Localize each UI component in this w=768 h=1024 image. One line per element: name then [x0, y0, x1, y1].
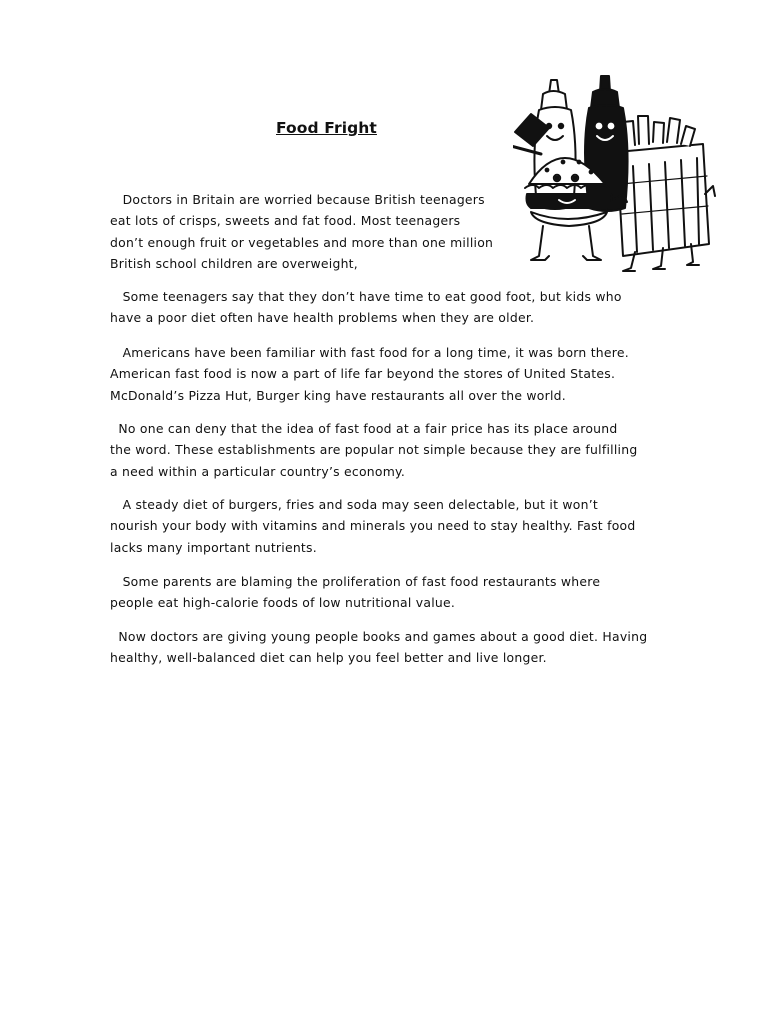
document-title: Food Fright: [276, 119, 377, 137]
text-line: Now doctors are giving young people books and games about a good diet. Having: [110, 629, 648, 644]
text-line: nourish your body with vitamins and minerals you need to stay healthy. Fast food: [110, 518, 636, 534]
text-line: don’t enough fruit or vegetables and more than one million: [110, 234, 494, 250]
paragraph-3: [110, 342, 629, 406]
text-line: the word. These establishments are popular not simple because they are fulfilling: [110, 442, 638, 458]
text-line: lacks many important nutrients.: [110, 539, 317, 555]
mustard-bottle-drawing: [534, 80, 575, 209]
text-line: McDonald’s Pizza Hut, Burger king have restaurants all over the world.: [110, 387, 566, 403]
fast-food-characters-illustration: [513, 74, 716, 277]
text-line: Some parents are blaming the proliferation of fast food restaurants where: [110, 574, 601, 589]
text-line: have a poor diet often have health problems when they are older.: [110, 310, 535, 326]
text-line: A steady diet of burgers, fries and soda may seen delectable, but it won’t: [110, 497, 599, 512]
text-line: healthy, well-balanced diet can help you feel better and live longer.: [110, 650, 547, 666]
text-line: Some teenagers say that they don’t have time to eat good foot, but kids who: [110, 289, 622, 304]
paragraph-5: [110, 494, 635, 558]
paragraph-2: [110, 286, 622, 329]
text-line: British school children are overweight,: [110, 256, 358, 272]
ketchup-bottle-drawing: [585, 76, 628, 211]
paragraph-4: [110, 418, 637, 482]
paragraph-7: [110, 626, 647, 669]
text-line: eat lots of crisps, sweets and fat food. Most teenagers: [110, 213, 461, 229]
text-line: people eat high-calorie foods of low nutritional value.: [110, 595, 456, 611]
text-line: American fast food is now a part of life far beyond the stores of United States.: [110, 366, 616, 382]
fries-carton-drawing: [617, 116, 709, 256]
paragraph-6: [110, 571, 600, 614]
text-line: Doctors in Britain are worried because British teenagers: [110, 192, 485, 207]
text-line: Americans have been familiar with fast food for a long time, it was born there.: [110, 345, 629, 360]
text-line: a need within a particular country’s economy.: [110, 463, 406, 479]
paragraph-1: [110, 189, 493, 275]
text-line: No one can deny that the idea of fast food at a fair price has its place around: [110, 421, 618, 436]
